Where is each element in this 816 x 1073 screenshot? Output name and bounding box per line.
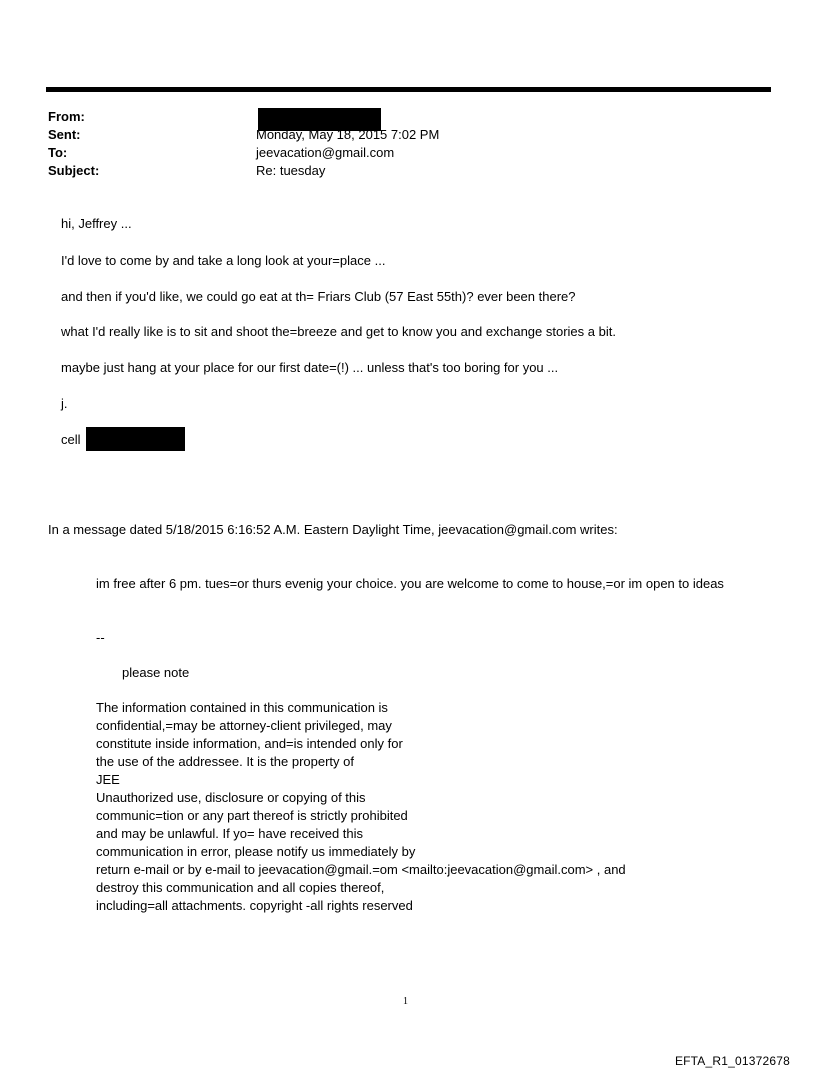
subject-row <box>48 162 748 180</box>
please-note: please note <box>122 665 190 680</box>
signature-separator: -- <box>96 630 105 645</box>
from-label: From: <box>48 109 85 124</box>
disclaimer-line: confidential,=may be attorney-client privileged, may <box>96 718 392 733</box>
subject-label: Subject: <box>48 163 100 178</box>
quoted-intro: In a message dated 5/18/2015 6:16:52 A.M. Eastern Daylight Time, jeevacation@gmail.com writes: <box>48 522 618 537</box>
disclaimer-line: the use of the addressee. It is the property of <box>96 754 354 769</box>
redacted-cell-number <box>86 427 185 451</box>
from-row <box>48 108 748 126</box>
disclaimer <box>96 699 626 915</box>
disclaimer-line: and may be unlawful. If yo= have received this <box>96 826 364 841</box>
disclaimer-line: communication in error, please notify us immediately by <box>96 844 416 859</box>
disclaimer-line: The information contained in this communication is <box>96 700 388 715</box>
header-rule <box>46 87 771 92</box>
page-number: 1 <box>403 996 408 1007</box>
disclaimer-line: Unauthorized use, disclosure or copying of this <box>96 790 366 805</box>
greeting: hi, Jeffrey ... <box>61 216 132 231</box>
cell-label: cell <box>61 432 81 447</box>
disclaimer-line: destroy this communication and all copies thereof, <box>96 880 385 895</box>
document-id: EFTA_R1_01372678 <box>674 1054 790 1068</box>
disclaimer-line: JEE <box>96 772 120 787</box>
disclaimer-line: constitute inside information, and=is intended only for <box>96 736 403 751</box>
to-label: To: <box>48 145 68 160</box>
disclaimer-line: return e-mail or by e-mail to jeevacation@gmail.=om <mailto:jeevacation@gmail.com> , and <box>96 862 626 877</box>
quoted-body: im free after 6 pm. tues=or thurs evenig your choice. you are welcome to come to house,=or im open to ideas <box>96 576 724 591</box>
to-value: jeevacation@gmail.com <box>256 145 395 160</box>
message-line: and then if you'd like, we could go eat at th= Friars Club (57 East 55th)? ever been there? <box>61 289 576 304</box>
email-header <box>48 108 748 180</box>
message-line: maybe just hang at your place for our first date=(!) ... unless that's too boring for you ... <box>61 360 559 375</box>
message-line: what I'd really like is to sit and shoot the=breeze and get to know you and exchange stories a bit. <box>61 324 616 339</box>
disclaimer-line: including=all attachments. copyright -all rights reserved <box>96 898 413 913</box>
signoff: j. <box>61 396 68 411</box>
sent-row <box>48 126 748 144</box>
subject-value: Re: tuesday <box>256 163 326 178</box>
sent-label: Sent: <box>48 127 81 142</box>
sent-value: Monday, May 18, 2015 7:02 PM <box>256 127 440 142</box>
to-row <box>48 144 748 162</box>
disclaimer-line: communic=tion or any part thereof is strictly prohibited <box>96 808 408 823</box>
message-line: I'd love to come by and take a long look at your=place ... <box>61 253 386 268</box>
